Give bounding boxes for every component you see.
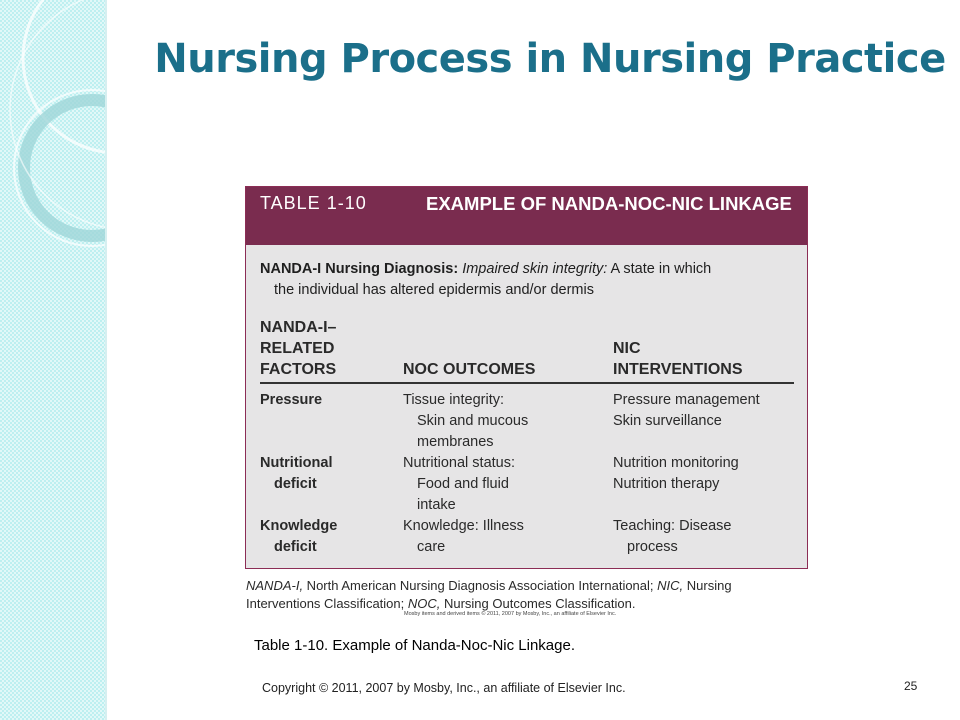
header-line: INTERVENTIONS <box>613 361 743 378</box>
cell-line: Food and fluid <box>417 476 509 492</box>
header-line: FACTORS <box>260 361 337 378</box>
row-3-factor <box>260 516 337 558</box>
cell-line: Pressure management <box>613 392 760 408</box>
header-rule <box>260 382 794 384</box>
decorative-side-strip <box>0 0 105 720</box>
decorative-circles-graphic <box>0 0 105 720</box>
nanda-noc-nic-table <box>245 186 808 569</box>
cell-line: Knowledge: Illness <box>403 518 524 534</box>
row-1-outcome <box>403 390 528 453</box>
diagnosis-name: Impaired skin integrity: <box>462 261 608 277</box>
table-footnote <box>246 577 806 613</box>
slide-title: Nursing Process in Nursing Practice <box>154 36 946 82</box>
row-2-factor <box>260 453 333 495</box>
header-line: RELATED <box>260 340 335 357</box>
cell-line: deficit <box>274 539 317 555</box>
column-header-noc-outcomes: NOC OUTCOMES <box>403 361 536 378</box>
row-2-outcome <box>403 453 515 516</box>
diagnosis-label: NANDA-I Nursing Diagnosis: <box>260 261 459 277</box>
row-1-intervention <box>613 390 760 432</box>
diagnosis-definition-1: A state in which <box>610 261 712 277</box>
table-number: TABLE 1-10 <box>260 193 367 213</box>
cell-line: Teaching: Disease <box>613 518 732 534</box>
cell-line: Knowledge <box>260 518 338 534</box>
cell-line: Nutrition monitoring <box>613 455 739 471</box>
cell-line: deficit <box>274 476 317 492</box>
cell-line: Tissue integrity: <box>403 392 504 408</box>
footnote-abbr: NOC, <box>407 596 441 611</box>
header-line: NANDA-I– <box>260 319 337 336</box>
slide-caption: Table 1-10. Example of Nanda-Noc-Nic Linkage. <box>254 637 575 654</box>
cell-line: intake <box>417 497 456 513</box>
strip-edge <box>105 0 107 720</box>
cell-line: Nutritional status: <box>403 455 516 471</box>
cell-line: Skin and mucous <box>417 413 529 429</box>
diagnosis-definition-2: the individual has altered epidermis and/or dermis <box>274 282 594 298</box>
table-header-band <box>246 187 807 245</box>
row-2-intervention <box>613 453 739 495</box>
footnote-abbr: NANDA-I, <box>246 578 304 593</box>
row-3-intervention <box>613 516 732 558</box>
copyright-notice: Copyright © 2011, 2007 by Mosby, Inc., an affiliate of Elsevier Inc. <box>262 681 626 695</box>
cell-line: Pressure <box>260 392 323 408</box>
cell-line: membranes <box>417 434 494 450</box>
cell-line: process <box>627 539 678 555</box>
header-line: NIC <box>613 340 641 357</box>
row-3-outcome <box>403 516 524 558</box>
footnote-text: North American Nursing Diagnosis Association International; <box>303 578 658 593</box>
row-1-factor <box>260 390 322 411</box>
cell-line: Nutritional <box>260 455 333 471</box>
column-header-nic-interventions <box>613 338 743 380</box>
column-header-related-factors <box>260 317 336 380</box>
footnote-text: Nursing Outcomes Classification. <box>440 596 636 611</box>
nursing-diagnosis <box>260 259 795 301</box>
cell-line: Nutrition therapy <box>613 476 720 492</box>
footnote-text: Nursing Interventions Classification; <box>246 578 732 611</box>
footnote-abbr: NIC, <box>657 578 684 593</box>
table-credit: Mosby items and derived items © 2011, 2007 by Mosby, Inc., an affiliate of Elsevier Inc. <box>404 611 617 617</box>
cell-line: care <box>417 539 446 555</box>
table-heading: EXAMPLE OF NANDA-NOC-NIC LINKAGE <box>426 193 792 214</box>
page-number: 25 <box>904 679 918 693</box>
cell-line: Skin surveillance <box>613 413 722 429</box>
